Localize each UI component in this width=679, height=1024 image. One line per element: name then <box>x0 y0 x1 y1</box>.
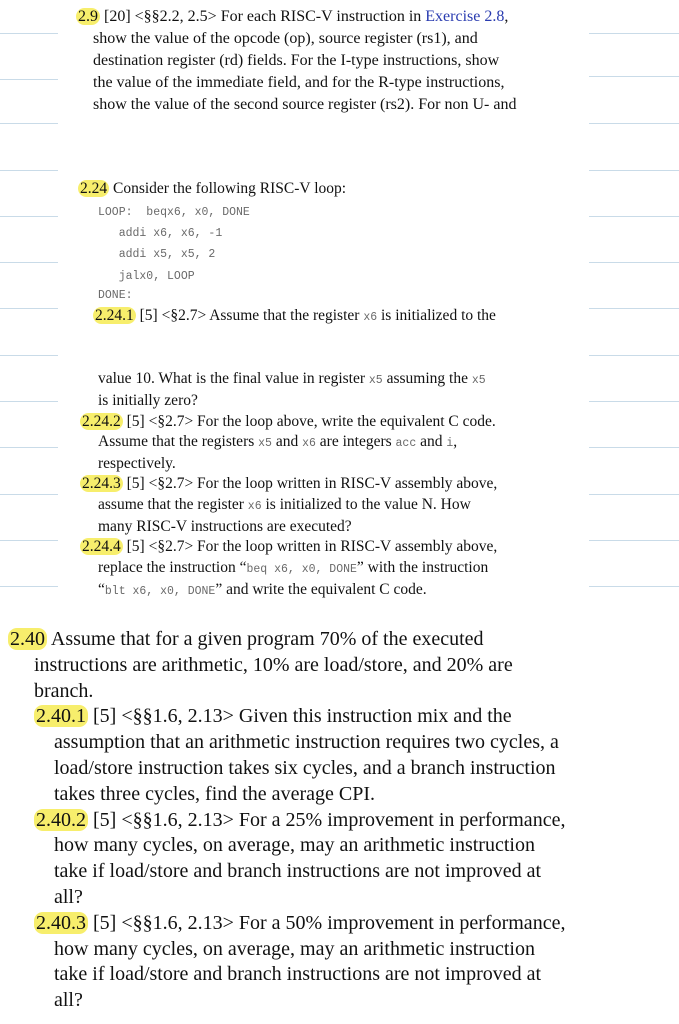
ex240-3-line: how many cycles, on average, may an arithmetic instruction <box>54 937 535 960</box>
code-line: DONE: <box>98 289 133 302</box>
code-line: addi x6, x6, -1 <box>98 227 223 240</box>
ex224-intro-text: Consider the following RISC-V loop: <box>109 180 347 197</box>
ex240-1-line: takes three cycles, find the average CPI. <box>54 782 375 805</box>
register-name: x6 <box>302 436 316 450</box>
code-line: LOOP: beqx6, x0, DONE <box>98 206 250 219</box>
ex224-3-line: 2.24.3 [5] <§2.7> For the loop written in RISC-V assembly above, <box>82 475 498 493</box>
inline-code: blt x6, x0, DONE <box>104 584 216 598</box>
exercise-number: 2.40 <box>10 628 45 650</box>
ex240-2-line: how many cycles, on average, may an arithmetic instruction <box>54 834 535 857</box>
page-rule <box>589 447 679 448</box>
ex224-3-line: assume that the register x6 is initialized to the value N. How <box>98 495 471 513</box>
page-rule <box>589 123 679 124</box>
exercise-2-40 <box>8 627 673 1014</box>
register-name: x5 <box>471 374 486 387</box>
variable-name: i <box>446 436 454 450</box>
exercise-2-24-parts <box>80 369 600 602</box>
ex240-1-line: 2.40.1 [5] <§§1.6, 2.13> Given this instruction mix and the <box>36 705 512 728</box>
page-rule <box>589 586 679 587</box>
exercise-number: 2.24.3 <box>82 475 121 493</box>
page-rule <box>0 170 58 171</box>
ex29-line-5: show the value of the second source register (rs2). For non U- and <box>93 96 517 113</box>
ex29-text: [20] <§§2.2, 2.5> For each RISC-V instruction in <box>100 8 426 25</box>
code-line: jalx0, LOOP <box>98 270 195 283</box>
exercise-2-24-1-first-line <box>93 305 496 328</box>
ex240-line: branch. <box>34 679 94 702</box>
page-rule <box>0 33 58 34</box>
exercise-number: 2.40.3 <box>36 911 86 934</box>
register-name: x6 <box>247 499 262 513</box>
ex240-line: instructions are arithmetic, 10% are load/store, and 20% are <box>34 653 513 676</box>
ex224-2-line: Assume that the registers x5 and x6 are integers acc and i, <box>98 432 458 450</box>
ex29-line-4: the value of the immediate field, and for the R-type instructions, <box>93 74 505 91</box>
page-rule <box>589 494 679 495</box>
page-rule <box>0 401 58 402</box>
page-rule <box>589 170 679 171</box>
variable-name: acc <box>395 436 417 450</box>
ex240-2-line: 2.40.2 [5] <§§1.6, 2.13> For a 25% improvement in performance, <box>36 808 566 831</box>
inline-code: beq x6, x0, DONE <box>246 562 357 576</box>
ex240-1-line: load/store instruction takes six cycles, and a branch instruction <box>54 756 556 779</box>
page-rule <box>589 216 679 217</box>
ex224-text: [5] <§2.7> Assume that the register <box>135 307 364 324</box>
page-rule <box>0 79 58 80</box>
ex224-3-line: many RISC-V instructions are executed? <box>98 518 352 536</box>
ex240-line: 2.40 Assume that for a given program 70% of the executed <box>10 628 484 650</box>
ex240-3-line: all? <box>54 989 83 1012</box>
page-rule <box>0 447 58 448</box>
ex224-2-line: respectively. <box>98 455 176 473</box>
ex29-line-2: show the value of the opcode (op), source register (rs1), and <box>93 30 478 47</box>
page-rule <box>589 540 679 541</box>
exercise-number: 2.9 <box>78 8 98 25</box>
page-rule <box>589 308 679 309</box>
page-rule <box>0 308 58 309</box>
page-rule <box>0 540 58 541</box>
ex224-4-line: “blt x6, x0, DONE” and write the equivalent C code. <box>98 580 427 598</box>
ex224-text: is initialized to the <box>377 307 496 324</box>
ex224-4-line: 2.24.4 [5] <§2.7> For the loop written in RISC-V assembly above, <box>82 538 498 556</box>
page-rule <box>0 123 58 124</box>
ex224-1-line: is initially zero? <box>98 392 198 410</box>
exercise-number: 2.24 <box>80 180 108 197</box>
ex29-text: , <box>504 8 509 25</box>
ex240-2-line: take if load/store and branch instructions are not improved at <box>54 860 542 883</box>
page-rule <box>589 262 679 263</box>
page-rule <box>0 355 58 356</box>
exercise-number: 2.40.1 <box>36 705 86 728</box>
exercise-2-8-link[interactable]: Exercise 2.8 <box>425 8 505 25</box>
page-rule <box>0 262 58 263</box>
page-rule <box>589 401 679 402</box>
exercise-2-9 <box>76 6 636 116</box>
code-line: addi x5, x5, 2 <box>98 248 216 261</box>
ex240-2-line: all? <box>54 885 83 908</box>
exercise-number: 2.24.4 <box>82 538 121 556</box>
ex29-line-1 <box>76 6 636 28</box>
register-name: x5 <box>368 374 383 387</box>
ex240-1-line: assumption that an arithmetic instruction requires two cycles, a <box>54 731 559 754</box>
page-rule <box>0 586 58 587</box>
ex224-2-line: 2.24.2 [5] <§2.7> For the loop above, write the equivalent C code. <box>82 412 496 430</box>
exercise-number: 2.40.2 <box>36 808 86 831</box>
exercise-number: 2.24.1 <box>95 307 134 324</box>
riscv-code-listing <box>98 202 250 303</box>
ex240-3-line: take if load/store and branch instructions are not improved at <box>54 963 542 986</box>
exercise-number: 2.24.2 <box>82 412 121 430</box>
ex224-1-line: value 10. What is the final value in register x5 assuming the x5 <box>98 370 486 387</box>
page-rule <box>0 494 58 495</box>
register-name: x5 <box>258 436 272 450</box>
register-name: x6 <box>363 311 378 324</box>
exercise-2-24-intro <box>78 178 588 199</box>
ex224-4-line: replace the instruction “beq x6, x0, DONE” with the instruction <box>98 558 489 576</box>
ex240-3-line: 2.40.3 [5] <§§1.6, 2.13> For a 50% improvement in performance, <box>36 911 566 934</box>
page-rule <box>0 216 58 217</box>
page-rule <box>589 355 679 356</box>
ex29-line-3: destination register (rd) fields. For the I-type instructions, show <box>93 52 500 69</box>
